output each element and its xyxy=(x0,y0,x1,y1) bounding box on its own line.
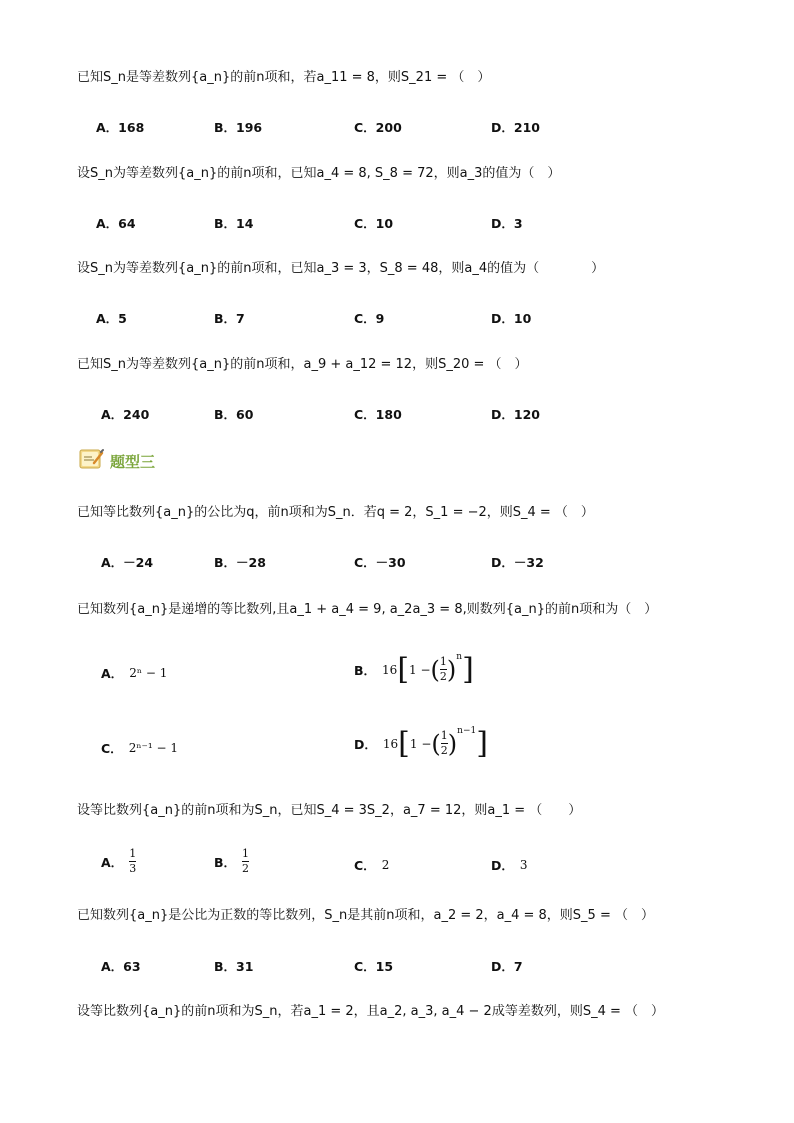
option-d[interactable]: D．210 xyxy=(491,120,540,135)
question-3 xyxy=(77,802,581,820)
question-2 xyxy=(77,69,490,87)
question-text: 设等比数列{a_n}的前n项和为S_n，已知S_4 = 3S_2，a_7 = 12，则a_1 = （ ） xyxy=(77,803,582,818)
option-c[interactable]: C．200 xyxy=(354,120,402,135)
question-4 xyxy=(77,260,604,278)
option-c[interactable]: C．10 xyxy=(354,216,394,231)
question-text: 已知数列{a_n}是递增的等比数列,且a_1 + a_4 = 9, a_2a_3 = 8,则数列{a_n}的前n项和为（ ） xyxy=(77,602,658,617)
option-a[interactable]: A．64 xyxy=(96,216,136,231)
option-c[interactable]: C．－30 xyxy=(354,555,406,570)
option-d[interactable]: D．－32 xyxy=(491,555,544,570)
option-c[interactable]: C．180 xyxy=(354,407,402,422)
option-a[interactable]: A．5 xyxy=(96,311,127,326)
question-text: 已知S_n为等差数列{a_n}的前n项和，a_9 + a_12 = 12，则S_20 = （ ） xyxy=(77,357,528,372)
question-text: 设S_n为等差数列{a_n}的前n项和，已知a_4 = 8, S_8 = 72，则a_3的值为（ ） xyxy=(77,166,561,181)
question-3 xyxy=(77,165,560,183)
option-c[interactable]: C．15 xyxy=(354,959,394,974)
option-b[interactable]: B．196 xyxy=(214,120,263,135)
question-text: 设等比数列{a_n}的前n项和为S_n，若a_1 = 2，且a_2, a_3, a_4 − 2成等差数列，则S_4 = （ ） xyxy=(77,1004,664,1019)
option-c[interactable]: C． 2ⁿ⁻¹ − 1 xyxy=(101,741,178,756)
fraction: $\frac{1}{3}$ xyxy=(129,847,137,875)
option-expression: 2ⁿ⁻¹ − 1 xyxy=(128,741,178,755)
option-expression: 2ⁿ − 1 xyxy=(129,666,168,680)
fraction: $\frac{1}{2}$ xyxy=(439,655,447,683)
fraction: $\frac{1}{2}$ xyxy=(242,847,250,875)
question-text: 设S_n为等差数列{a_n}的前n项和，已知a_3 = 3，S_8 = 48，则a_4的值为（ ） xyxy=(77,261,605,276)
section-header xyxy=(78,447,155,475)
question-1 xyxy=(77,504,594,522)
option-b[interactable]: B．7 xyxy=(214,311,245,326)
option-b[interactable]: B．14 xyxy=(214,216,254,231)
option-b[interactable]: B．60 xyxy=(214,407,254,422)
question-text: 已知数列{a_n}是公比为正数的等比数列，S_n是其前n项和，a_2 = 2，a_4 = 8，则S_5 = （ ） xyxy=(77,908,654,923)
option-b[interactable]: B．－28 xyxy=(214,555,266,570)
option-a[interactable]: A． 2ⁿ − 1 xyxy=(101,666,168,681)
section-title: 题型三 xyxy=(110,452,156,471)
question-text: 已知S_n是等差数列{a_n}的前n项和，若a_11 = 8，则S_21 = （ ） xyxy=(77,70,491,85)
option-d[interactable]: D．10 xyxy=(491,311,532,326)
question-5 xyxy=(77,356,528,374)
option-d[interactable]: D．7 xyxy=(491,959,523,974)
option-a[interactable]: A．240 xyxy=(101,407,150,422)
question-5 xyxy=(77,1003,664,1021)
option-a[interactable]: A．－24 xyxy=(101,555,154,570)
option-d[interactable]: D．120 xyxy=(491,407,540,422)
option-d[interactable]: D． 16 [ 1 − ( $\frac{1}{2}$ ) n−1 ] xyxy=(354,726,488,761)
option-b[interactable]: B． $\frac{1}{2}$ xyxy=(214,847,250,875)
option-b[interactable]: B．31 xyxy=(214,959,254,974)
option-c[interactable]: C． 2 xyxy=(354,858,390,873)
question-2 xyxy=(77,601,657,619)
question-text: 已知等比数列{a_n}的公比为q，前n项和为S_n．若q = 2，S_1 = −2，则S_4 = （ ） xyxy=(77,505,594,520)
question-4 xyxy=(77,907,654,925)
option-d[interactable]: D． 3 xyxy=(491,858,528,873)
option-a[interactable]: A．63 xyxy=(101,959,141,974)
notebook-icon xyxy=(78,447,104,475)
fraction: $\frac{1}{2}$ xyxy=(440,729,448,757)
option-a[interactable]: A．168 xyxy=(96,120,145,135)
option-b[interactable]: B． 16 [ 1 − ( $\frac{1}{2}$ ) n ] xyxy=(354,652,474,687)
option-a[interactable]: A． $\frac{1}{3}$ xyxy=(101,847,137,875)
option-c[interactable]: C．9 xyxy=(354,311,385,326)
option-d[interactable]: D．3 xyxy=(491,216,523,231)
